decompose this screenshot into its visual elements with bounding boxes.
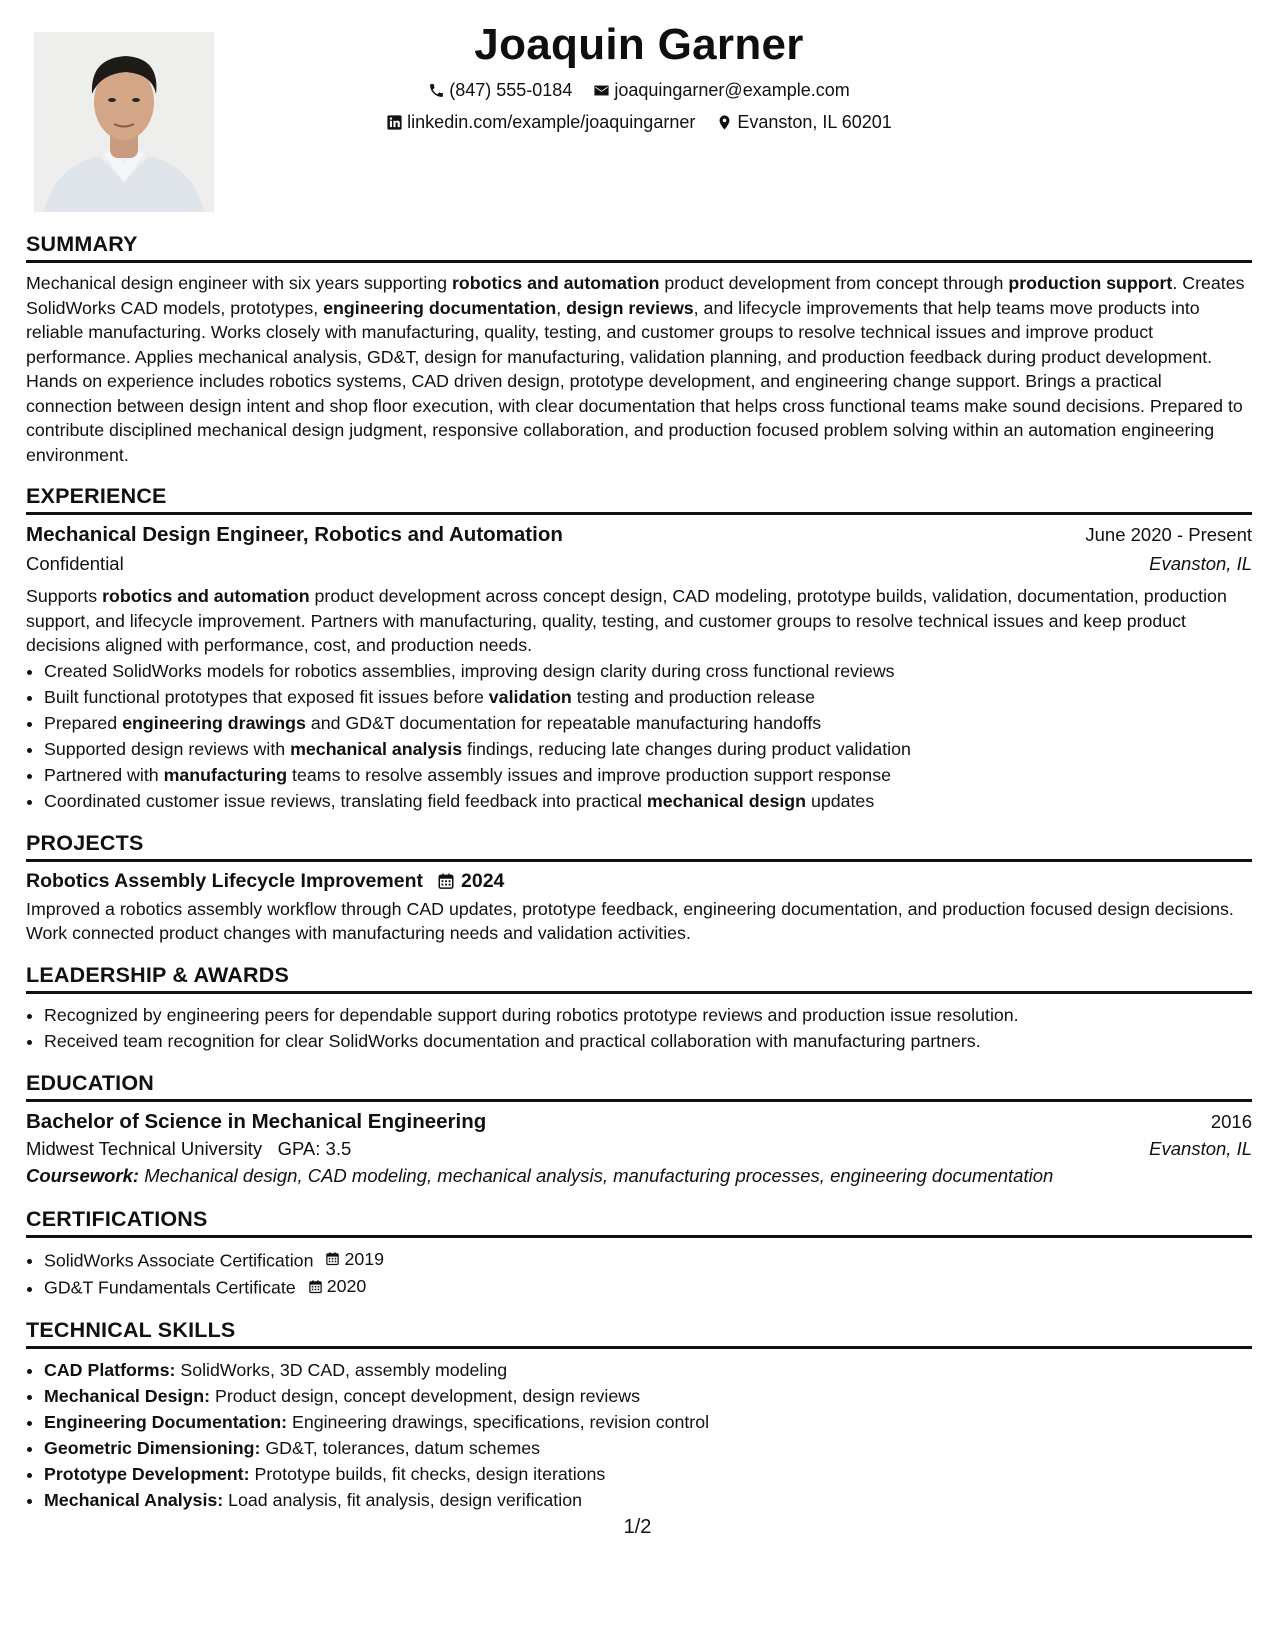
contact-line-2 [26, 112, 1252, 136]
skills-section [26, 1318, 1252, 1513]
list-item: • Recognized by engineering peers for dependable support during robotics prototype reviews and production issue resolution. [44, 1002, 1252, 1028]
certifications-list [26, 1246, 1252, 1301]
linkedin-contact[interactable] [386, 112, 695, 133]
linkedin-url: linkedin.com/example/joaquingarner [407, 112, 696, 132]
map-pin-icon [716, 114, 733, 131]
project-name: Robotics Assembly Lifecycle Improvement [26, 869, 423, 892]
summary-heading: SUMMARY [26, 232, 1252, 263]
list-item: • Created SolidWorks models for robotics assemblies, improving design clarity during cross functional reviews [44, 658, 1252, 684]
candidate-name: Joaquin Garner [474, 20, 804, 69]
role-location: Evanston, IL [1149, 553, 1252, 574]
experience-section [26, 484, 1252, 814]
coursework-text: Mechanical design, CAD modeling, mechanical analysis, manufacturing processes, engineering documentation [139, 1164, 1054, 1186]
phone-number: (847) 555-0184 [449, 80, 573, 100]
email-address: joaquingarner@example.com [614, 80, 850, 100]
role-row [26, 523, 1252, 547]
certifications-heading: CERTIFICATIONS [26, 1207, 1252, 1238]
summary-text: Mechanical design engineer with six years supporting robotics and automation product development from concept through production support. Creates SolidWorks CAD models, prototypes, engineering documentation, design reviews, and lifecycle improvements that help teams move products into reliable manufacturing. Works closely with manufacturing, quality, testing, and customer groups to resolve technical issues and improve product performance. Applies mechanical analysis, GD&T, design for manufacturing, validation planning, and production feedback during product development. Hands on experience includes robotics systems, CAD driven design, prototype development, and engineering change support. Brings a practical connection between design intent and shop floor execution, with clear documentation that helps cross functional teams make sound decisions. Prepared to contribute disciplined mechanical design judgment, responsive collaboration, and production focused problem solving within an automation engineering environment. [26, 273, 1245, 465]
school-name: Midwest Technical University [26, 1137, 263, 1159]
list-item: • Partnered with manufacturing teams to resolve assembly issues and improve production support response [44, 762, 1252, 788]
resume-header [26, 0, 1252, 222]
coursework [26, 1165, 1252, 1187]
certifications-section [26, 1207, 1252, 1301]
calendar-icon [437, 872, 455, 890]
leadership-list [26, 1002, 1252, 1054]
experience-bullets [26, 658, 1252, 814]
project-title-row [26, 870, 1252, 893]
page-number: 1/2 [623, 1516, 652, 1538]
school-info [26, 1138, 351, 1160]
list-item: • Received team recognition for clear SolidWorks documentation and practical collaboration with manufacturing partners. [44, 1028, 1252, 1054]
leadership-heading: LEADERSHIP & AWARDS [26, 963, 1252, 994]
list-item: • Mechanical Design: Product design, concept development, design reviews [44, 1383, 1252, 1409]
coursework-label: Coursework: [26, 1164, 140, 1186]
school-row [26, 1138, 1252, 1160]
projects-section [26, 831, 1252, 946]
degree-row [26, 1110, 1252, 1134]
calendar-icon [308, 1279, 323, 1294]
linkedin-icon [386, 114, 403, 131]
email-contact[interactable] [593, 80, 849, 101]
phone-icon [428, 82, 445, 99]
list-item: • Supported design reviews with mechanical analysis findings, reducing late changes during product validation [44, 736, 1252, 762]
location-text: Evanston, IL 60201 [737, 112, 892, 132]
company-name: Confidential [26, 553, 124, 574]
skills-heading: TECHNICAL SKILLS [26, 1318, 1252, 1349]
projects-heading: PROJECTS [26, 831, 1252, 862]
contact-line-1 [26, 80, 1252, 104]
role-title: Mechanical Design Engineer, Robotics and Automation [26, 523, 563, 546]
phone-contact[interactable] [428, 80, 572, 101]
role-dates: June 2020 - Present [1085, 524, 1252, 545]
school-location: Evanston, IL [1149, 1137, 1252, 1159]
graduation-year: 2016 [1210, 1110, 1252, 1132]
list-item: • Coordinated customer issue reviews, translating field feedback into practical mechanical design updates [44, 788, 1252, 814]
project-year: 2024 [461, 869, 505, 892]
list-item: • Engineering Documentation: Engineering drawings, specifications, revision control [44, 1409, 1252, 1435]
skills-list [26, 1357, 1252, 1513]
location-contact [716, 112, 891, 133]
list-item: • Geometric Dimensioning: GD&T, tolerances, datum schemes [44, 1435, 1252, 1461]
calendar-icon [325, 1251, 340, 1266]
role-description: Supports robotics and automation product development across concept design, CAD modeling, prototype builds, validation, documentation, production support, and lifecycle improvement. Partners with manufacturing, quality, testing, and customer groups to resolve technical issues and keep product decisions aligned with performance, cost, and production needs. [26, 586, 1227, 655]
list-item: • CAD Platforms: SolidWorks, 3D CAD, assembly modeling [44, 1357, 1252, 1383]
resume-page [26, 0, 1252, 1513]
envelope-icon [593, 82, 610, 99]
degree-name: Bachelor of Science in Mechanical Engineering [26, 1109, 487, 1133]
company-row [26, 553, 1252, 575]
list-item: • Mechanical Analysis: Load analysis, fit analysis, design verification [44, 1487, 1252, 1513]
education-heading: EDUCATION [26, 1071, 1252, 1102]
list-item: • SolidWorks Associate Certification 2019 [44, 1246, 1252, 1274]
education-section [26, 1071, 1252, 1187]
list-item: • Prototype Development: Prototype builds, fit checks, design iterations [44, 1461, 1252, 1487]
gpa: GPA: 3.5 [277, 1137, 352, 1159]
summary-section [26, 232, 1252, 467]
list-item: • Prepared engineering drawings and GD&T documentation for repeatable manufacturing handoffs [44, 710, 1252, 736]
leadership-section [26, 963, 1252, 1054]
experience-heading: EXPERIENCE [26, 484, 1252, 515]
list-item: • GD&T Fundamentals Certificate 2020 [44, 1273, 1252, 1301]
list-item: • Built functional prototypes that exposed fit issues before validation testing and production release [44, 684, 1252, 710]
project-description: Improved a robotics assembly workflow through CAD updates, prototype feedback, engineering documentation, and production focused design decisions. Work connected product changes with manufacturing needs and validation activities. [26, 898, 1234, 943]
